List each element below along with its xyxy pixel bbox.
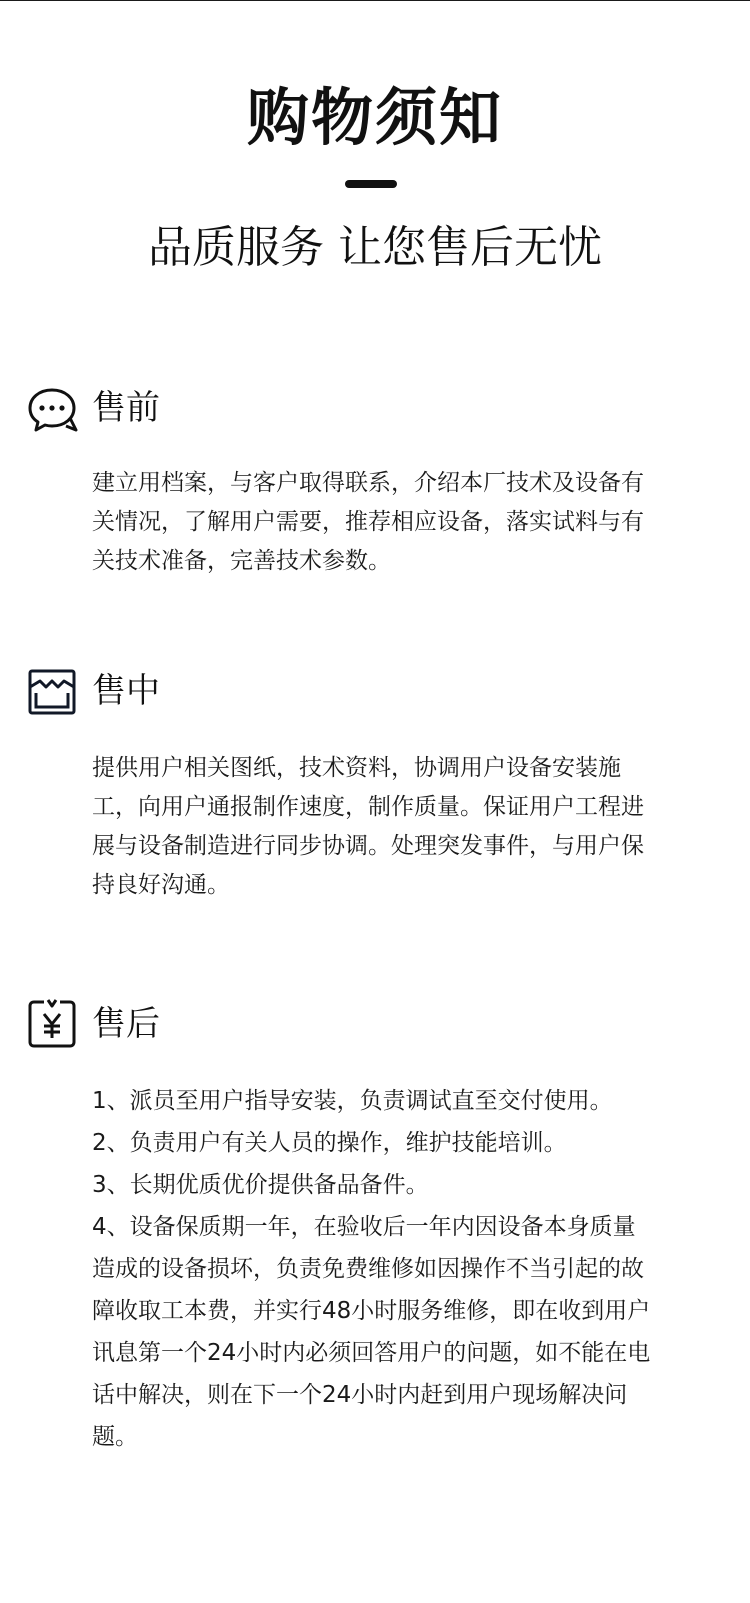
page-subtitle: 品质服务 让您售后无忧 <box>148 222 602 273</box>
after-sale-item: 4、设备保质期一年，在验收后一年内因设备本身质量造成的设备损坏，负责免费维修如因操作不当引起的故障收取工本费，并实行48小时服务维修，即在收到用户讯息第一个24小时内必须回答用户的问题，如不能在电话中解决，则在下一个24小时内赶到用户现场解决问题。 <box>92 1214 651 1450</box>
in-sale-paragraph: 提供用户相关图纸，技术资料，协调用户设备安装施工，向用户通报制作速度，制作质量。保证用户工程进展与设备制造进行同步协调。处理突发事件，与用户保持良好沟通。 <box>92 755 644 898</box>
section-body-in-sale <box>92 749 652 905</box>
top-divider <box>0 0 750 1</box>
section-body-after-sale <box>92 1080 732 1458</box>
section-title-in-sale: 售中 <box>92 671 160 711</box>
pre-sale-paragraph: 建立用档案，与客户取得联系，介绍本厂技术及设备有关情况，了解用户需要，推荐相应设备，落实试料与有关技术准备，完善技术参数。 <box>92 470 644 574</box>
chat-bubble-icon <box>26 384 78 436</box>
yuan-receipt-icon <box>26 998 78 1050</box>
box-icon <box>26 667 78 719</box>
section-body-pre-sale <box>92 464 652 581</box>
section-title-after-sale: 售后 <box>92 1004 160 1044</box>
page-title: 购物须知 <box>246 81 503 154</box>
after-sale-item: 2、负责用户有关人员的操作，维护技能培训。 <box>92 1130 567 1156</box>
after-sale-item: 1、派员至用户指导安装，负责调试直至交付使用。 <box>92 1088 613 1114</box>
after-sale-item: 3、长期优质优价提供备品备件。 <box>92 1172 429 1198</box>
section-title-pre-sale: 售前 <box>92 388 160 428</box>
title-underline <box>345 180 397 188</box>
